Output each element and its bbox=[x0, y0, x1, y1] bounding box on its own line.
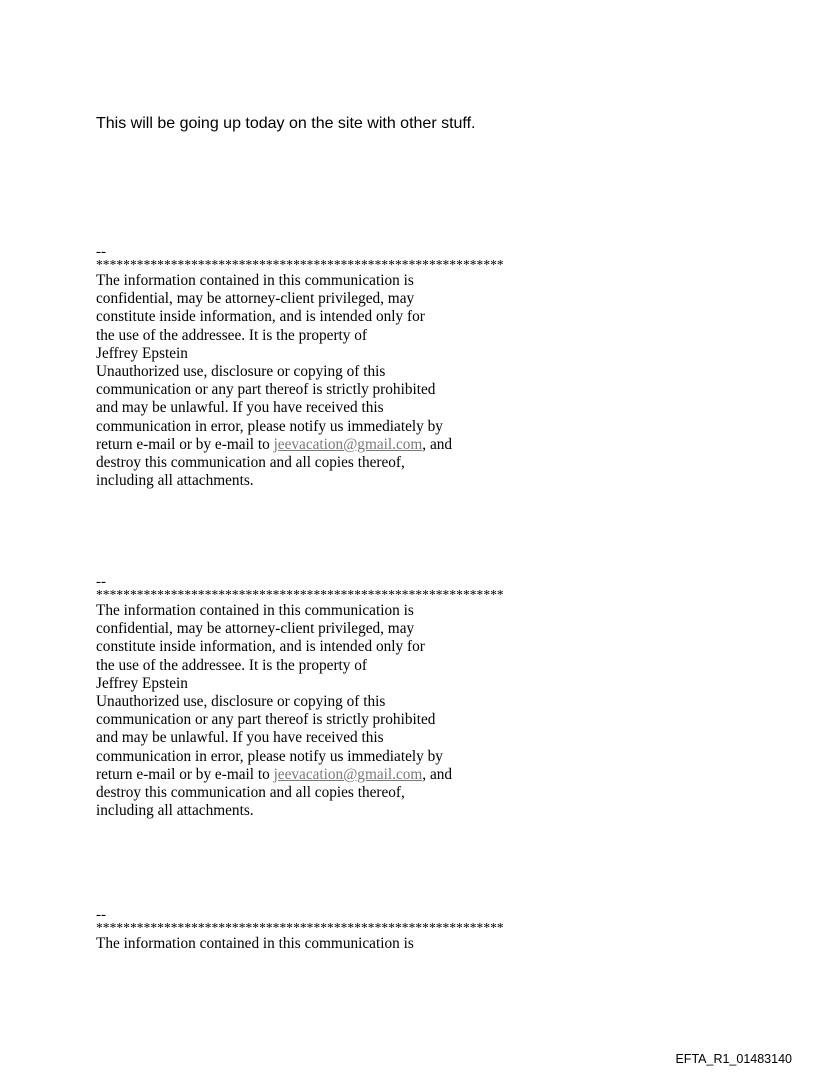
disclaimer-line: Unauthorized use, disclosure or copying of this bbox=[96, 363, 386, 381]
asterisk-separator: ************************************************************ bbox=[96, 587, 504, 602]
disclaimer-text: , and bbox=[422, 435, 453, 453]
disclaimer-line-email bbox=[96, 436, 696, 454]
disclaimer-line: confidential, may be attorney-client privileged, may bbox=[96, 290, 415, 308]
disclaimer-text: return e-mail or by e-mail to bbox=[96, 765, 274, 783]
signature-dashes: -- bbox=[96, 574, 106, 590]
disclaimer-line: confidential, may be attorney-client privileged, may bbox=[96, 620, 415, 638]
signature-block-1 bbox=[96, 246, 696, 490]
confidentiality-disclaimer bbox=[96, 602, 696, 820]
disclaimer-line: the use of the addressee. It is the property of bbox=[96, 656, 368, 674]
intro-text: This will be going up today on the site with other stuff. bbox=[96, 115, 476, 132]
disclaimer-line-email bbox=[96, 766, 696, 784]
confidentiality-disclaimer bbox=[96, 272, 696, 490]
disclaimer-line: the use of the addressee. It is the property of bbox=[96, 326, 368, 344]
asterisk-separator: ************************************************************ bbox=[96, 257, 504, 272]
signature-dashes: -- bbox=[96, 907, 106, 923]
email-link[interactable]: jeevacation@gmail.com bbox=[273, 435, 423, 453]
document-id: EFTA_R1_01483140 bbox=[675, 1052, 792, 1066]
disclaimer-line: Jeffrey Epstein bbox=[96, 344, 188, 362]
signature-block-2 bbox=[96, 576, 696, 820]
disclaimer-line: including all attachments. bbox=[96, 472, 254, 490]
disclaimer-line: Unauthorized use, disclosure or copying of this bbox=[96, 693, 386, 711]
signature-dashes: -- bbox=[96, 244, 106, 260]
disclaimer-line: Jeffrey Epstein bbox=[96, 674, 188, 692]
disclaimer-line: and may be unlawful. If you have received this bbox=[96, 399, 384, 417]
disclaimer-line: constitute inside information, and is intended only for bbox=[96, 638, 425, 656]
disclaimer-line: communication in error, please notify us immediately by bbox=[96, 417, 443, 435]
disclaimer-line: and may be unlawful. If you have received this bbox=[96, 729, 384, 747]
disclaimer-line: destroy this communication and all copies thereof, bbox=[96, 454, 405, 472]
disclaimer-line: communication in error, please notify us immediately by bbox=[96, 747, 443, 765]
asterisk-separator: ************************************************************ bbox=[96, 920, 504, 935]
disclaimer-line: communication or any part thereof is strictly prohibited bbox=[96, 711, 436, 729]
signature-block-3 bbox=[96, 909, 696, 953]
confidentiality-disclaimer bbox=[96, 935, 696, 953]
disclaimer-text: return e-mail or by e-mail to bbox=[96, 435, 274, 453]
disclaimer-line: destroy this communication and all copies thereof, bbox=[96, 784, 405, 802]
disclaimer-line: The information contained in this communication is bbox=[96, 935, 414, 952]
disclaimer-line: constitute inside information, and is intended only for bbox=[96, 308, 425, 326]
disclaimer-line: including all attachments. bbox=[96, 802, 254, 820]
email-link[interactable]: jeevacation@gmail.com bbox=[273, 765, 423, 783]
disclaimer-line: The information contained in this communication is bbox=[96, 272, 414, 289]
disclaimer-line: communication or any part thereof is strictly prohibited bbox=[96, 381, 436, 399]
disclaimer-line: The information contained in this communication is bbox=[96, 602, 414, 619]
disclaimer-text: , and bbox=[422, 765, 453, 783]
